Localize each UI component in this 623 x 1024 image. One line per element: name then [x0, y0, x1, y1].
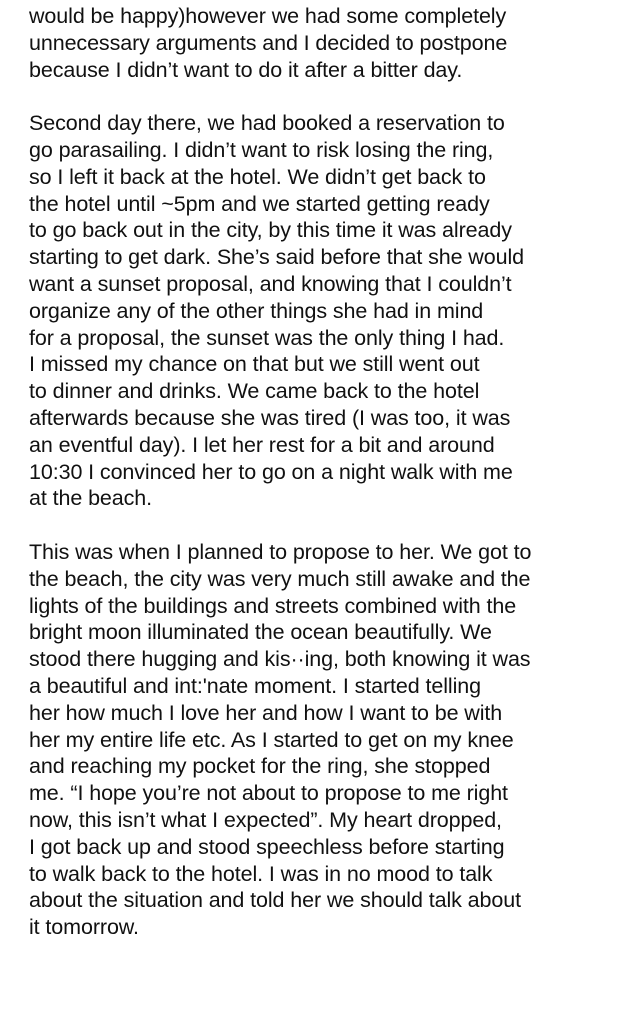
text-line: unnecessary arguments and I decided to postpone — [29, 30, 508, 55]
document-body — [29, 3, 619, 941]
text-line: for a proposal, the sunset was the only thing I had. — [29, 325, 505, 350]
text-line: bright moon illuminated the ocean beautifully. We — [29, 620, 492, 645]
text-line: to dinner and drinks. We came back to the hotel — [29, 379, 480, 404]
text-line: This was when I planned to propose to her. We got to — [29, 539, 532, 564]
paragraph-gap — [29, 83, 619, 110]
text-line: to go back out in the city, by this time it was already — [29, 218, 512, 243]
paragraph-2 — [29, 110, 619, 512]
text-line: want a sunset proposal, and knowing that I couldn’t — [29, 271, 512, 296]
text-line: her how much I love her and how I want to be with — [29, 700, 503, 725]
text-line: to walk back to the hotel. I was in no mood to talk — [29, 861, 493, 886]
text-line: lights of the buildings and streets combined with the — [29, 593, 517, 618]
text-line: the hotel until ~5pm and we started getting ready — [29, 191, 490, 216]
text-line: go parasailing. I didn’t want to risk losing the ring, — [29, 137, 494, 162]
text-line: it tomorrow. — [29, 915, 139, 940]
text-line: at the beach. — [29, 486, 153, 511]
text-line: organize any of the other things she had in mind — [29, 298, 484, 323]
text-line: 10:30 I convinced her to go on a night walk with me — [29, 459, 513, 484]
text-line: now, this isn’t what I expected”. My heart dropped, — [29, 807, 502, 832]
text-line: the beach, the city was very much still awake and the — [29, 566, 531, 591]
text-line: starting to get dark. She’s said before that she would — [29, 245, 524, 270]
text-line: afterwards because she was tired (I was too, it was — [29, 405, 511, 430]
paragraph-1 — [29, 3, 619, 83]
text-line: and reaching my pocket for the ring, she stopped — [29, 754, 491, 779]
text-line: would be happy)however we had some completely — [29, 4, 507, 28]
paragraph-3 — [29, 539, 619, 941]
text-line: me. “I hope you’re not about to propose to me right — [29, 781, 508, 806]
text-line: because I didn’t want to do it after a bitter day. — [29, 57, 463, 82]
text-line: I missed my chance on that but we still went out — [29, 352, 480, 377]
text-line: about the situation and told her we should talk about — [29, 888, 521, 913]
text-line: Second day there, we had booked a reservation to — [29, 111, 505, 136]
text-line: an eventful day). I let her rest for a bit and around — [29, 432, 495, 457]
text-line: I got back up and stood speechless before starting — [29, 834, 505, 859]
paragraph-gap — [29, 512, 619, 539]
text-line: her my entire life etc. As I started to get on my knee — [29, 727, 514, 752]
text-line: stood there hugging and kis··ing, both knowing it was — [29, 647, 531, 672]
text-line: so I left it back at the hotel. We didn’t get back to — [29, 164, 486, 189]
text-line: a beautiful and int:'nate moment. I started telling — [29, 673, 481, 698]
